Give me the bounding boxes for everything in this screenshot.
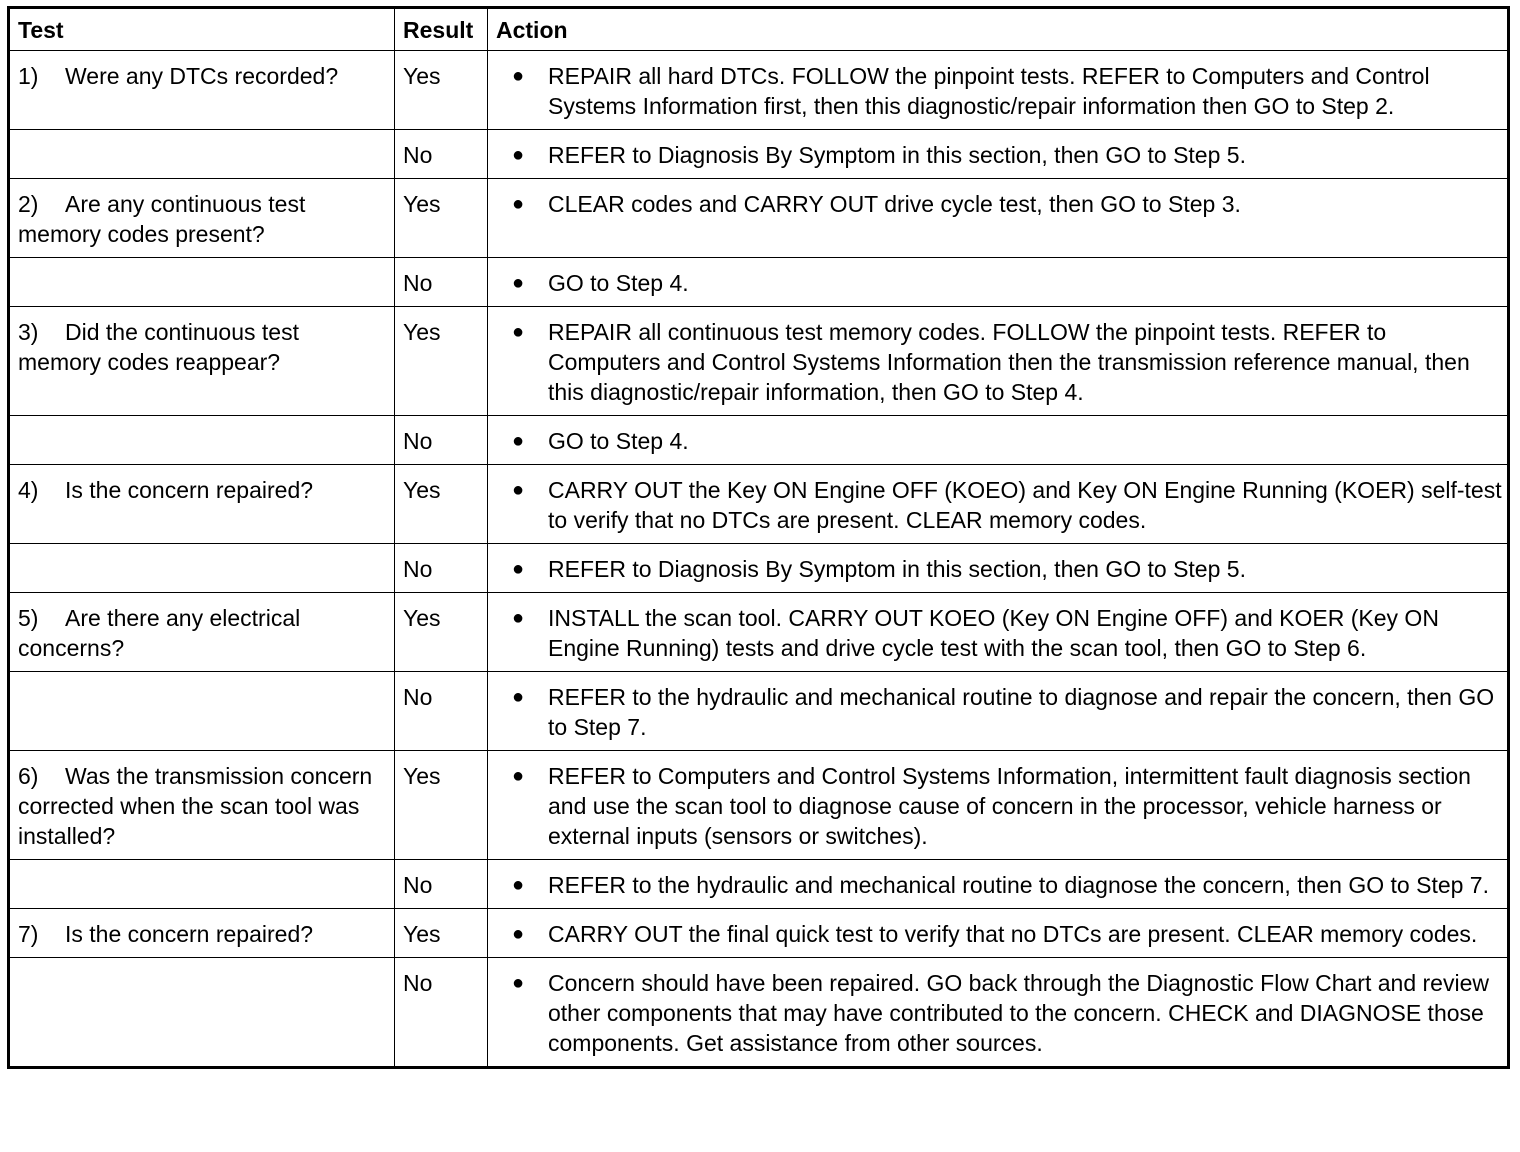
action-cell bbox=[488, 909, 1509, 958]
action-text: REFER to Diagnosis By Symptom in this section, then GO to Step 5. bbox=[548, 142, 1246, 168]
diagnostic-table bbox=[7, 6, 1510, 1069]
action-text: GO to Step 4. bbox=[548, 428, 689, 454]
action-item bbox=[488, 475, 1503, 535]
action-item bbox=[488, 870, 1503, 900]
result-cell: Yes bbox=[395, 51, 488, 130]
result-cell: No bbox=[395, 416, 488, 465]
test-cell bbox=[9, 672, 395, 751]
action-text: REPAIR all continuous test memory codes. FOLLOW the pinpoint tests. REFER to Computers and Control Systems Information then the transmission reference manual, then this diagnostic/repair information, then GO to Step 4. bbox=[548, 319, 1470, 405]
result-cell: No bbox=[395, 860, 488, 909]
test-question: Are there any electrical concerns? bbox=[18, 605, 301, 661]
action-text: CARRY OUT the Key ON Engine OFF (KOEO) and Key ON Engine Running (KOER) self-test to verify that no DTCs are present. CLEAR memory codes. bbox=[548, 477, 1502, 533]
table-row bbox=[9, 544, 1509, 593]
action-item bbox=[488, 919, 1503, 949]
action-cell bbox=[488, 593, 1509, 672]
bullet-icon: ● bbox=[511, 321, 525, 343]
action-cell bbox=[488, 465, 1509, 544]
table-row bbox=[9, 860, 1509, 909]
test-question: Is the concern repaired? bbox=[65, 477, 314, 503]
test-number: 2) bbox=[18, 191, 39, 217]
action-text: INSTALL the scan tool. CARRY OUT KOEO (Key ON Engine OFF) and KOER (Key ON Engine Running) tests and drive cycle test with the scan tool, then GO to Step 6. bbox=[548, 605, 1439, 661]
test-question: Are any continuous test memory codes present? bbox=[18, 191, 306, 247]
action-item bbox=[488, 317, 1503, 407]
action-cell bbox=[488, 751, 1509, 860]
test-cell bbox=[9, 909, 395, 958]
action-item bbox=[488, 189, 1503, 219]
test-number: 7) bbox=[18, 921, 39, 947]
action-cell bbox=[488, 130, 1509, 179]
bullet-icon: ● bbox=[511, 765, 525, 787]
test-cell bbox=[9, 416, 395, 465]
test-cell bbox=[9, 593, 395, 672]
table-body bbox=[9, 51, 1509, 1068]
test-number: 5) bbox=[18, 605, 39, 631]
bullet-icon: ● bbox=[511, 686, 525, 708]
test-cell bbox=[9, 958, 395, 1068]
action-text: REFER to Diagnosis By Symptom in this section, then GO to Step 5. bbox=[548, 556, 1246, 582]
test-cell bbox=[9, 465, 395, 544]
action-item bbox=[488, 61, 1503, 121]
action-item bbox=[488, 761, 1503, 851]
test-number: 6) bbox=[18, 763, 39, 789]
test-cell bbox=[9, 179, 395, 258]
result-cell: Yes bbox=[395, 909, 488, 958]
test-question: Was the transmission concern corrected when the scan tool was installed? bbox=[18, 763, 373, 849]
table-row bbox=[9, 130, 1509, 179]
action-cell bbox=[488, 307, 1509, 416]
header-row bbox=[9, 8, 1509, 51]
action-cell bbox=[488, 51, 1509, 130]
table-row bbox=[9, 593, 1509, 672]
action-text: CLEAR codes and CARRY OUT drive cycle test, then GO to Step 3. bbox=[548, 191, 1241, 217]
action-text: REFER to the hydraulic and mechanical routine to diagnose and repair the concern, then GO to Step 7. bbox=[548, 684, 1495, 740]
table-row bbox=[9, 416, 1509, 465]
result-cell: Yes bbox=[395, 307, 488, 416]
action-text: Concern should have been repaired. GO back through the Diagnostic Flow Chart and review other components that may have contributed to the concern. CHECK and DIAGNOSE those components. Get assistance from other sources. bbox=[548, 970, 1489, 1056]
test-question: Is the concern repaired? bbox=[65, 921, 314, 947]
bullet-icon: ● bbox=[511, 972, 525, 994]
action-cell bbox=[488, 179, 1509, 258]
bullet-icon: ● bbox=[511, 558, 525, 580]
result-cell: No bbox=[395, 258, 488, 307]
action-item bbox=[488, 426, 1503, 456]
header-action: Action bbox=[488, 8, 1509, 51]
bullet-icon: ● bbox=[511, 193, 525, 215]
bullet-icon: ● bbox=[511, 430, 525, 452]
action-item bbox=[488, 682, 1503, 742]
result-cell: No bbox=[395, 958, 488, 1068]
result-cell: Yes bbox=[395, 465, 488, 544]
result-cell: No bbox=[395, 130, 488, 179]
table-row bbox=[9, 258, 1509, 307]
action-text: REPAIR all hard DTCs. FOLLOW the pinpoint tests. REFER to Computers and Control Systems Information first, then this diagnostic/repair information then GO to Step 2. bbox=[548, 63, 1430, 119]
action-cell bbox=[488, 958, 1509, 1068]
test-cell bbox=[9, 751, 395, 860]
test-cell bbox=[9, 51, 395, 130]
table-row bbox=[9, 672, 1509, 751]
bullet-icon: ● bbox=[511, 144, 525, 166]
test-cell bbox=[9, 544, 395, 593]
test-cell bbox=[9, 130, 395, 179]
bullet-icon: ● bbox=[511, 272, 525, 294]
bullet-icon: ● bbox=[511, 607, 525, 629]
result-cell: Yes bbox=[395, 593, 488, 672]
test-number: 3) bbox=[18, 319, 39, 345]
action-item bbox=[488, 268, 1503, 298]
table-row bbox=[9, 179, 1509, 258]
test-cell bbox=[9, 860, 395, 909]
test-number: 4) bbox=[18, 477, 39, 503]
header-result: Result bbox=[395, 8, 488, 51]
bullet-icon: ● bbox=[511, 923, 525, 945]
test-number: 1) bbox=[18, 63, 39, 89]
table-row bbox=[9, 958, 1509, 1068]
table-row bbox=[9, 465, 1509, 544]
result-cell: No bbox=[395, 544, 488, 593]
action-item bbox=[488, 140, 1503, 170]
test-question: Were any DTCs recorded? bbox=[65, 63, 339, 89]
table-row bbox=[9, 51, 1509, 130]
test-cell bbox=[9, 258, 395, 307]
action-cell bbox=[488, 416, 1509, 465]
action-cell bbox=[488, 258, 1509, 307]
test-cell bbox=[9, 307, 395, 416]
action-item bbox=[488, 968, 1503, 1058]
action-text: CARRY OUT the final quick test to verify that no DTCs are present. CLEAR memory codes. bbox=[548, 921, 1478, 947]
action-text: REFER to the hydraulic and mechanical routine to diagnose the concern, then GO to Step 7. bbox=[548, 872, 1489, 898]
action-text: REFER to Computers and Control Systems Information, intermittent fault diagnosis section and use the scan tool to diagnose cause of concern in the processor, vehicle harness or external inputs (sensors or switches). bbox=[548, 763, 1471, 849]
header-test: Test bbox=[9, 8, 395, 51]
action-cell bbox=[488, 672, 1509, 751]
table-row bbox=[9, 909, 1509, 958]
result-cell: Yes bbox=[395, 751, 488, 860]
bullet-icon: ● bbox=[511, 874, 525, 896]
action-cell bbox=[488, 860, 1509, 909]
result-cell: No bbox=[395, 672, 488, 751]
table-row bbox=[9, 307, 1509, 416]
result-cell: Yes bbox=[395, 179, 488, 258]
action-item bbox=[488, 554, 1503, 584]
table-row bbox=[9, 751, 1509, 860]
action-cell bbox=[488, 544, 1509, 593]
bullet-icon: ● bbox=[511, 65, 525, 87]
action-text: GO to Step 4. bbox=[548, 270, 689, 296]
bullet-icon: ● bbox=[511, 479, 525, 501]
test-question: Did the continuous test memory codes reappear? bbox=[18, 319, 299, 375]
action-item bbox=[488, 603, 1503, 663]
